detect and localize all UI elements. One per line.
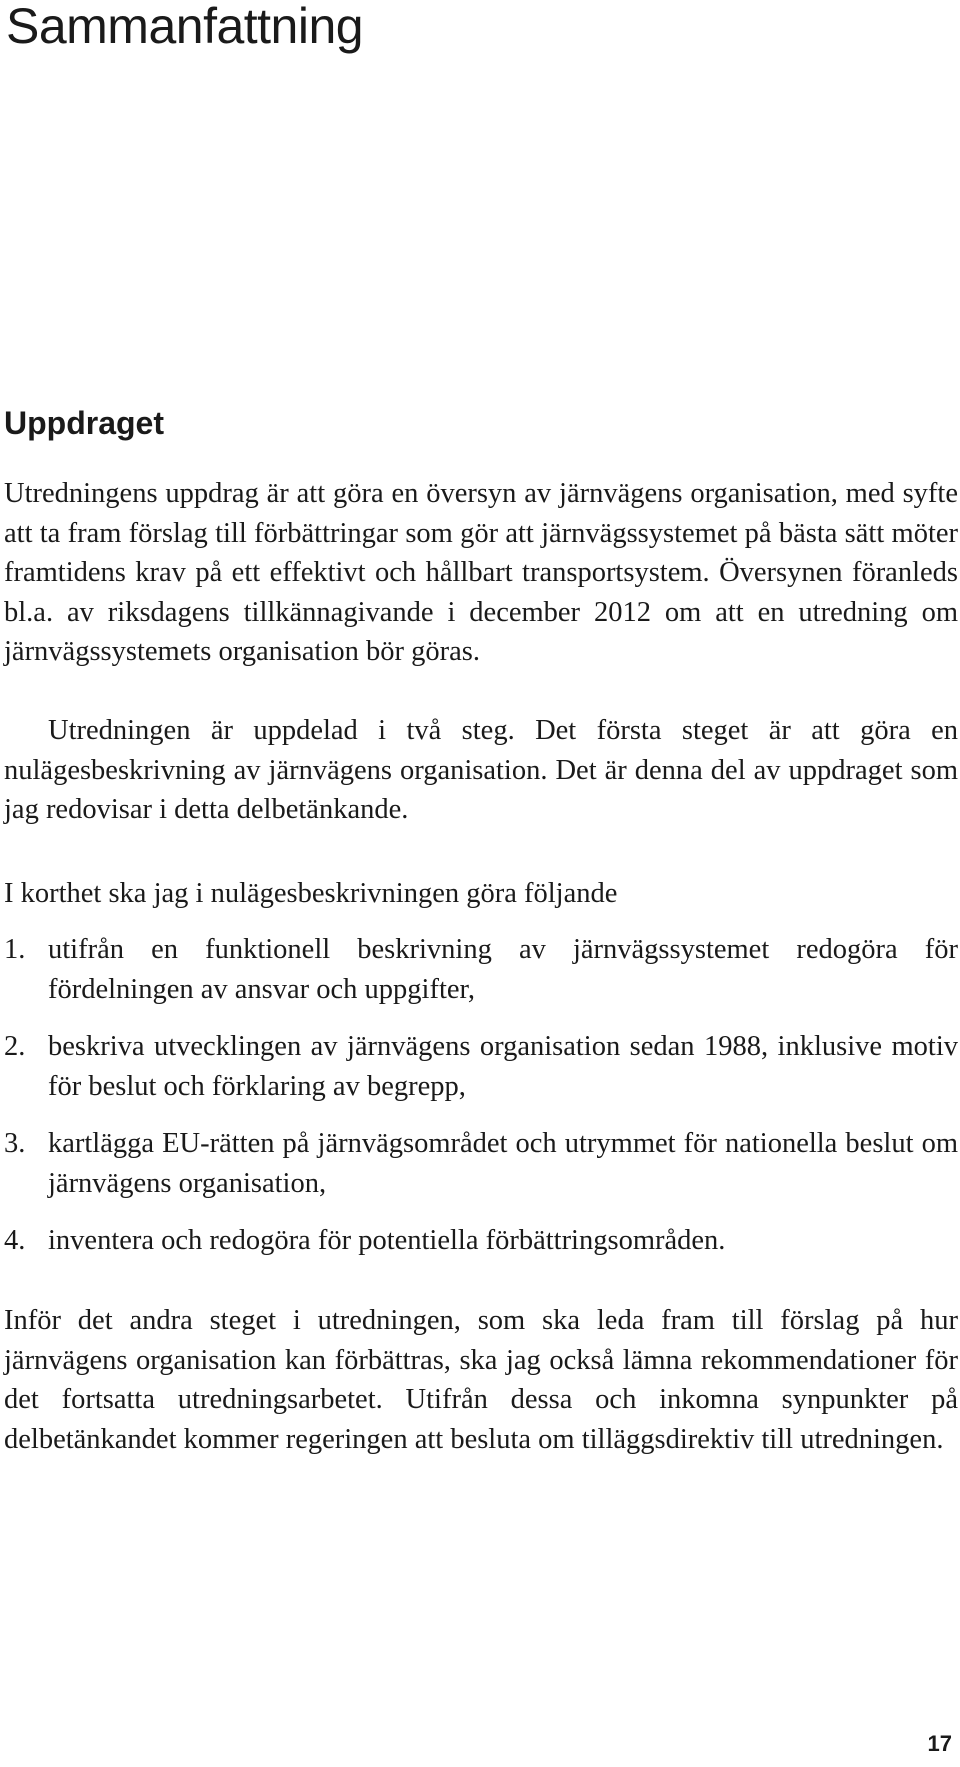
list-item-text: kartlägga EU-rätten på järnvägsområdet och utrymmet för nationella beslut om järnvägens organisation,	[48, 1128, 958, 1199]
list-item-number: 4.	[4, 1225, 26, 1256]
list-item	[4, 1027, 958, 1106]
list-item	[4, 1221, 958, 1261]
list-item	[4, 1124, 958, 1203]
list-item	[4, 930, 958, 1009]
paragraph-list-intro: I korthet ska jag i nulägesbeskrivningen göra följande	[4, 878, 618, 909]
page-number: 17	[927, 1731, 952, 1756]
paragraph-two-steps	[4, 711, 958, 830]
list-item-text: beskriva utvecklingen av järnvägens organisation sedan 1988, inklusive motiv för beslut och förklaring av begrepp,	[48, 1031, 958, 1102]
list-item-text: utifrån en funktionell beskrivning av järnvägssystemet redogöra för fördelningen av ansvar och uppgifter,	[48, 934, 958, 1005]
section-heading-uppdraget: Uppdraget	[4, 405, 164, 441]
paragraph-assignment: Utredningens uppdrag är att göra en översyn av järnvägens organisation, med syfte att ta fram förslag till förbättringar som gör att järnvägssystemet på bästa sätt möter framtidens krav på ett effektivt och hållbart transportsystem. Översynen föranleds bl.a. av riksdagens tillkännagivande i december 2012 om att en utredning om järnvägssystemets organisation bör göras.	[4, 478, 958, 667]
list-item-text: inventera och redogöra för potentiella förbättringsområden.	[48, 1225, 726, 1256]
list-item-number: 3.	[4, 1128, 26, 1159]
list-item-number: 2.	[4, 1031, 26, 1062]
page-title: Sammanfattning	[6, 0, 364, 54]
paragraph-two-steps-text: Utredningen är uppdelad i två steg. Det första steget är att göra en nulägesbeskrivning av järnvägens organisation. Det är denna del av uppdraget som jag redovisar i detta delbetänkande.	[4, 715, 958, 825]
task-list	[4, 930, 958, 1279]
paragraph-next-step: Inför det andra steget i utredningen, som ska leda fram till förslag på hur järnvägens organisation kan förbättras, ska jag också lämna rekommendationer för det fortsatta utredningsarbetet. Utifrån dessa och inkomna synpunkter på delbetänkandet kommer regeringen att besluta om tilläggsdirektiv till utredningen.	[4, 1305, 958, 1455]
list-item-number: 1.	[4, 934, 26, 965]
